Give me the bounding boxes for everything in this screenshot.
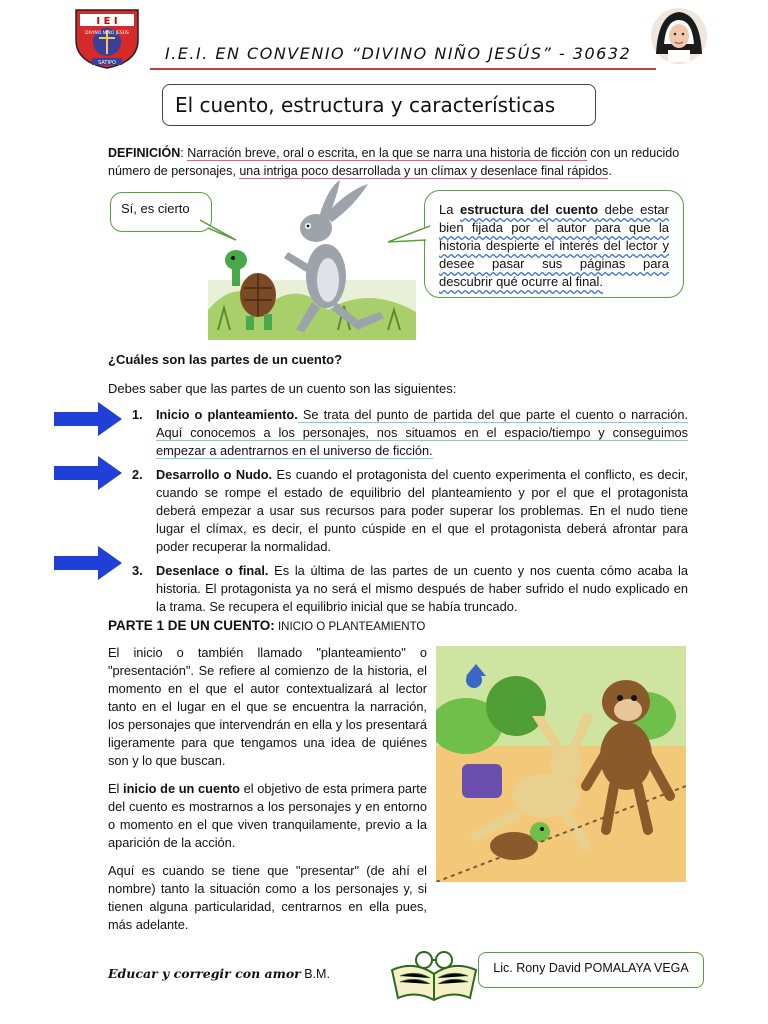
list-item: [108, 466, 688, 556]
definition-paragraph: DEFINICIÓN: Narración breve, oral o escrita, en la que se narra una historia de ficción con un reducido número de personajes, una intriga poco desarrollada y un clímax y desenlace final rápidos.: [108, 146, 680, 178]
speech-bubble-rabbit: [424, 190, 684, 298]
definition-text-3: una intriga poco desarrollada y un clímax y desenlace final rápidos: [239, 164, 609, 178]
list-item-number: 2.: [132, 467, 143, 482]
definition-text-2: con un reducido número de personajes,: [108, 146, 680, 178]
question-heading: ¿Cuáles son las partes de un cuento?: [108, 352, 343, 367]
list-item-number: 3.: [132, 563, 143, 578]
list-item-number: 1.: [132, 407, 143, 422]
logo-city: SATIPO: [98, 60, 116, 66]
section-paragraph-1: El inicio o también llamado "planteamiento" o "presentación". Se refiere al comienzo de la historia, el momento en el que el autor contextualizará al lector tanto en el lugar en el que se encuentra la narración, los personajes que intervendrán en ella y los presentará ligeramente para que tengamos una idea de quiénes son y lo que buscan.: [108, 645, 427, 768]
section-heading-bold: PARTE 1 DE UN CUENTO:: [108, 618, 275, 633]
p2-b: inicio de un cuento: [123, 781, 240, 796]
nun-portrait-image: [650, 4, 708, 68]
parts-list: [108, 406, 688, 620]
bubble-right-a: La: [439, 202, 461, 217]
p2-c: el objetivo de esta primera parte del cuento es mostrarnos a los personajes y en entorno o momento en el que viven tranquilamente, previo a la aparición de la acción.: [108, 781, 427, 850]
section-heading: [108, 618, 425, 633]
list-item-title: Desarrollo o Nudo.: [156, 467, 273, 482]
section-heading-rest: INICIO O PLANTEAMIENTO: [274, 621, 426, 633]
motto-initials: B.M.: [300, 967, 330, 981]
tortoise-and-hare-illustration: [208, 180, 416, 340]
intro-text: Debes saber que las partes de un cuento son las siguientes:: [108, 381, 457, 396]
footer-motto: [108, 966, 330, 981]
list-item-text: Es la última de las partes de un cuento y nos cuenta cómo acaba la historia. El protagonista ya no será el mismo después de haber sufrido el nudo explicado en la trama. Se recupera el equilibrio inicial que se había truncado.: [156, 563, 688, 614]
p2-a: El: [108, 781, 124, 796]
logo-initials: I E I: [96, 16, 118, 27]
bubble-right-c: debe estar bien fijada por el autor para que la historia despierte el interés del lector y desee pasar sus páginas para descubrir qué ocurre al final.: [439, 202, 670, 289]
list-item-title: Desenlace o final.: [156, 563, 269, 578]
school-logo: [72, 6, 142, 70]
list-item-text: Se trata del punto de partida del que parte el cuento o narración. Aquí conocemos a los personajes, nos situamos en el espacio/tiempo y conseguimos empezar a adentrarnos en el universo de ficción.: [156, 407, 688, 458]
section-body: [108, 644, 427, 944]
list-item-title: Inicio o planteamiento.: [156, 407, 298, 422]
definition-label: DEFINICIÓN: [108, 146, 181, 160]
bubble-right-b: estructura del cuento: [460, 202, 599, 217]
race-illustration: [436, 646, 686, 882]
section-paragraph-3: Aquí es cuando se tiene que "presentar" (de ahí el nombre) tanto la situación como a los personajes y, si tienen alguna particularidad, centrarnos en ella pues, más adelante.: [108, 863, 427, 932]
definition-text-4: .: [608, 164, 612, 178]
speech-bubble-tortoise: Sí, es cierto: [110, 192, 212, 232]
school-title: I.E.I. EN CONVENIO “DIVINO NIÑO JESÚS” - 30632: [165, 44, 632, 63]
page-title: El cuento, estructura y características: [175, 93, 556, 117]
author-box: Lic. Rony David POMALAYA VEGA: [478, 952, 704, 988]
list-item-text: Es cuando el protagonista del cuento experimenta el conflicto, es decir, cuando se rompe el estado de equilibrio del planteamiento y por el que el protagonista deberá empezar a usar sus recursos para poder superar los problemas. En el nudo tiene lugar el clímax, es decir, el punto cúspide en el que el protagonista deberá afrontar para poder recuperar la normalidad.: [156, 467, 688, 554]
open-book-icon: [386, 948, 482, 1006]
list-item: [108, 406, 688, 460]
motto-text: Educar y corregir con amor: [108, 966, 301, 981]
header-rule: [150, 68, 656, 70]
section-paragraph-2: [108, 780, 427, 852]
logo-name: DIVINO NIÑO JESÚS: [85, 31, 129, 36]
list-item: [108, 562, 688, 616]
title-box: [162, 84, 596, 126]
definition-text-1: Narración breve, oral o escrita, en la que se narra una historia de ficción: [187, 146, 587, 160]
